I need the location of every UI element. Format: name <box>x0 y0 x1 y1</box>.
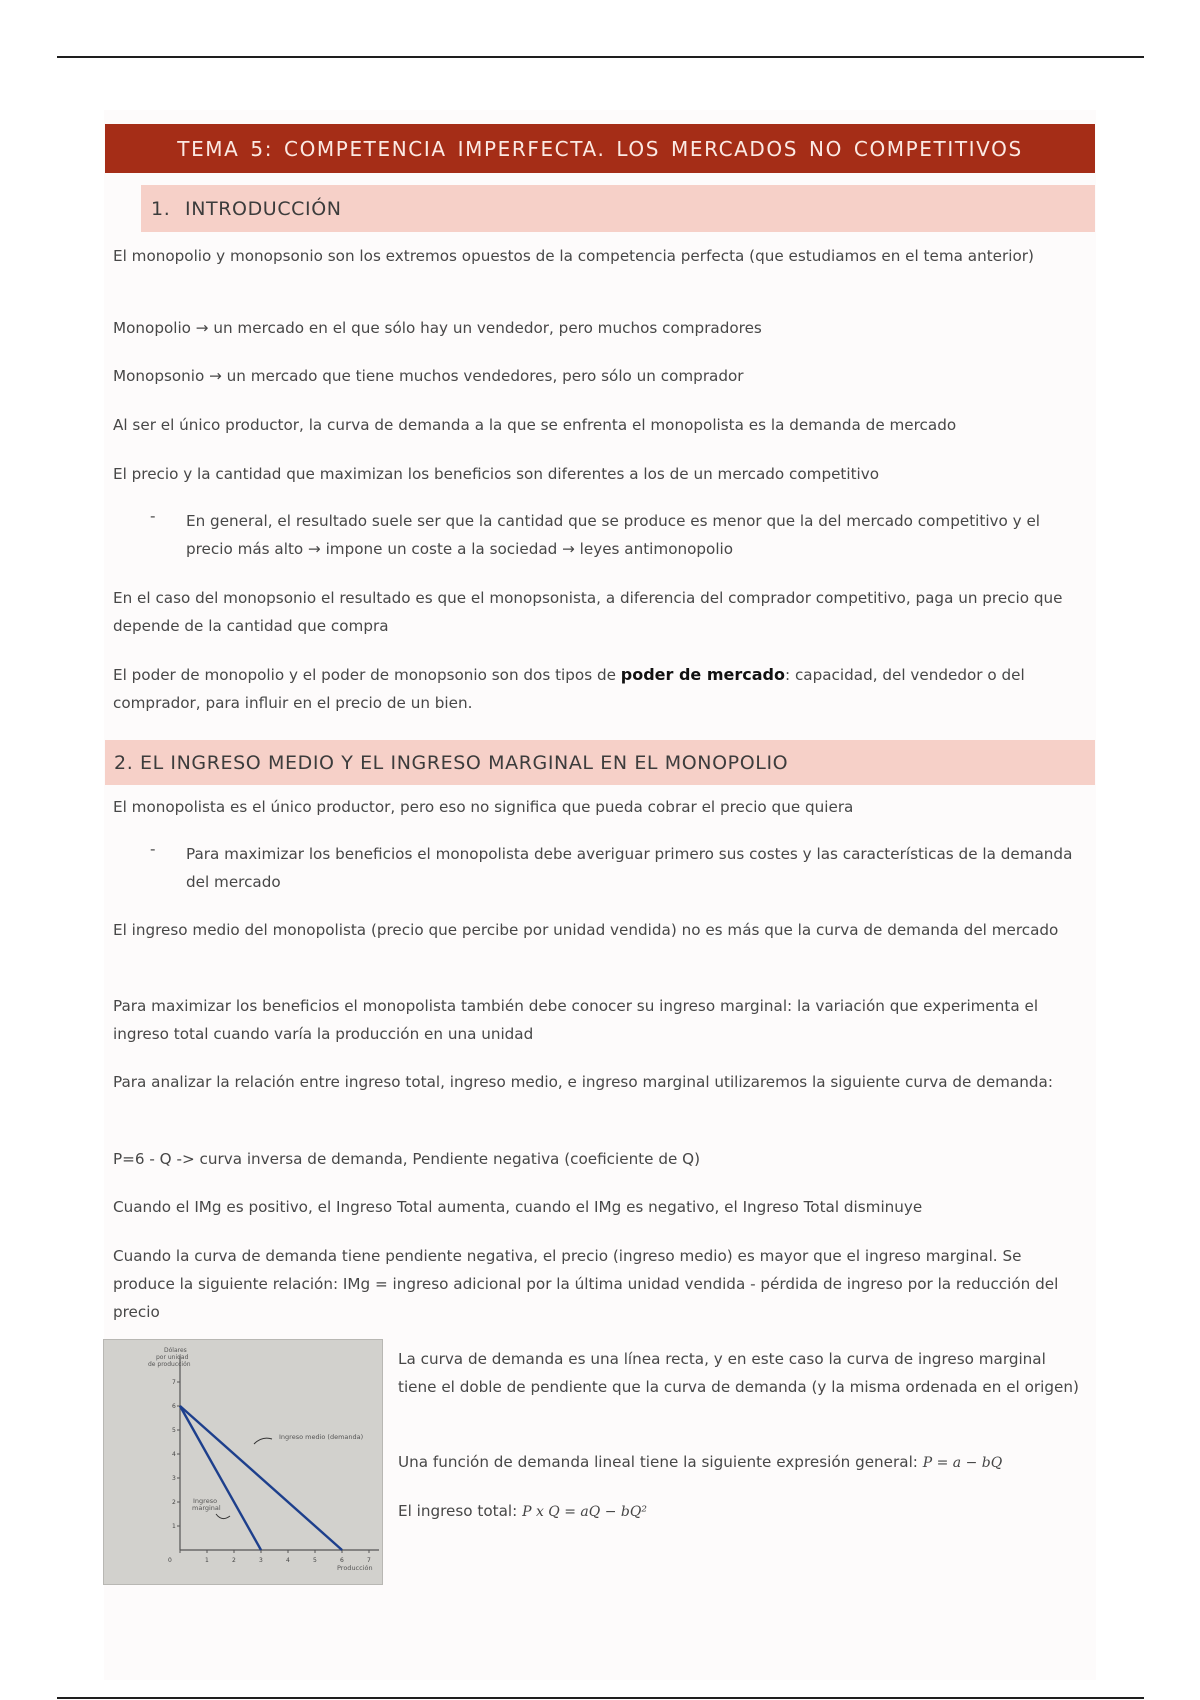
formula: P = a − bQ <box>922 1455 1003 1471</box>
mr-label: Ingreso <box>193 1497 218 1505</box>
paragraph: El ingreso medio del monopolista (precio que percibe por unidad vendida) no es más que la curva de demanda del mercado <box>113 921 1059 939</box>
bold-term: poder de mercado <box>620 665 785 684</box>
y-tick-label: 6 <box>172 1403 176 1410</box>
bullet-text: Para maximizar los beneficios el monopolista debe averiguar primero sus costes y las características de la demanda del mercado <box>186 845 1073 891</box>
text-run: El poder de monopolio y el poder de monopsonio son dos tipos de <box>113 666 621 684</box>
x-tick-label: 3 <box>259 1557 263 1564</box>
paragraph-linear-demand <box>398 1448 1088 1477</box>
section-heading-text: 2. EL INGRESO MEDIO Y EL INGRESO MARGINAL EN EL MONOPOLIO <box>114 751 789 774</box>
formula: P x Q = aQ − bQ² <box>522 1504 647 1520</box>
paragraph: El monopolio y monopsonio son los extremos opuestos de la competencia perfecta (que estudiamos en el tema anterior) <box>113 247 1034 265</box>
paragraph: La curva de demanda es una línea recta, y en este caso la curva de ingreso marginal tiene el doble de pendiente que la curva de demanda (y la misma ordenada en el origen) <box>398 1350 1079 1396</box>
x-tick-label: 1 <box>205 1557 209 1564</box>
x-tick-label: 4 <box>286 1557 290 1564</box>
paragraph: El monopolista es el único productor, pero eso no significa que pueda cobrar el precio que quiera <box>113 798 854 816</box>
section-heading-text: INTRODUCCIÓN <box>185 197 342 220</box>
paragraph-total-revenue <box>398 1497 1088 1526</box>
text-run: Una función de demanda lineal tiene la siguiente expresión general: <box>398 1453 923 1471</box>
x-axis-label: Producción <box>337 1564 373 1572</box>
bullet-marker: - <box>150 840 156 858</box>
demand-label: Ingreso medio (demanda) <box>279 1433 364 1441</box>
section-heading-ingreso-medio <box>105 740 1095 785</box>
bullet-text: En general, el resultado suele ser que la cantidad que se produce es menor que la del mercado competitivo y el precio más alto → impone un coste a la sociedad → leyes antimonopolio <box>186 512 1041 558</box>
text-run: El ingreso total: <box>398 1502 523 1520</box>
section-heading-introduccion <box>141 185 1095 232</box>
paragraph: Cuando la curva de demanda tiene pendiente negativa, el precio (ingreso medio) es mayor que el ingreso marginal. Se produce la siguiente relación: IMg = ingreso adicional por la última unidad vendida - pérdida de ingreso por la reducción del precio <box>113 1247 1059 1321</box>
paragraph: Cuando el IMg es positivo, el Ingreso Total aumenta, cuando el IMg es negativo, el Ingreso Total disminuye <box>113 1198 923 1216</box>
page-title-text: TEMA 5: COMPETENCIA IMPERFECTA. LOS MERCADOS NO COMPETITIVOS <box>177 136 1023 161</box>
paragraph: Monopsonio → un mercado que tiene muchos vendedores, pero sólo un comprador <box>113 367 744 385</box>
y-tick-label: 1 <box>172 1523 176 1530</box>
bottom-rule <box>57 1697 1144 1699</box>
y-tick-label: 7 <box>172 1379 176 1386</box>
mr-label: marginal <box>192 1504 221 1512</box>
y-tick-label: 5 <box>172 1427 176 1434</box>
bullet-marker: - <box>150 507 156 525</box>
x-tick-label: 5 <box>313 1557 317 1564</box>
y-tick-label: 2 <box>172 1499 176 1506</box>
section-number: 1. <box>151 197 171 220</box>
top-rule <box>57 56 1144 58</box>
y-tick-label: 4 <box>172 1451 176 1458</box>
figure-svg <box>104 1340 382 1584</box>
x-tick-label: 6 <box>340 1557 344 1564</box>
paragraph: En el caso del monopsonio el resultado es que el monopsonista, a diferencia del comprador competitivo, paga un precio que depende de la cantidad que compra <box>113 589 1063 635</box>
paragraph: Monopolio → un mercado en el que sólo hay un vendedor, pero muchos compradores <box>113 319 762 337</box>
y-axis-label: Dólares <box>164 1347 187 1354</box>
text-run: : capacidad, del vendedor o del comprador, para influir en el precio de un bien. <box>113 666 1025 712</box>
y-tick-label: 3 <box>172 1475 176 1482</box>
paragraph: Para maximizar los beneficios el monopolista también debe conocer su ingreso marginal: la variación que experimenta el ingreso total cuando varía la producción en una unidad <box>113 997 1039 1043</box>
paragraph: Al ser el único productor, la curva de demanda a la que se enfrenta el monopolista es la demanda de mercado <box>113 416 957 434</box>
paragraph: P=6 - Q -> curva inversa de demanda, Pendiente negativa (coeficiente de Q) <box>113 1150 701 1168</box>
x-tick-label: 2 <box>232 1557 236 1564</box>
demand-marginal-revenue-figure <box>103 1339 383 1585</box>
page-title <box>105 124 1095 173</box>
paragraph-poder-de-mercado <box>113 661 1088 717</box>
x-tick-label: 7 <box>367 1557 371 1564</box>
y-axis-label: por unidad <box>156 1354 189 1361</box>
x-tick-label: 0 <box>168 1557 172 1564</box>
paragraph: El precio y la cantidad que maximizan los beneficios son diferentes a los de un mercado competitivo <box>113 465 880 483</box>
y-axis-label: de producción <box>148 1361 191 1368</box>
paragraph: Para analizar la relación entre ingreso total, ingreso medio, e ingreso marginal utilizaremos la siguiente curva de demanda: <box>113 1073 1053 1091</box>
